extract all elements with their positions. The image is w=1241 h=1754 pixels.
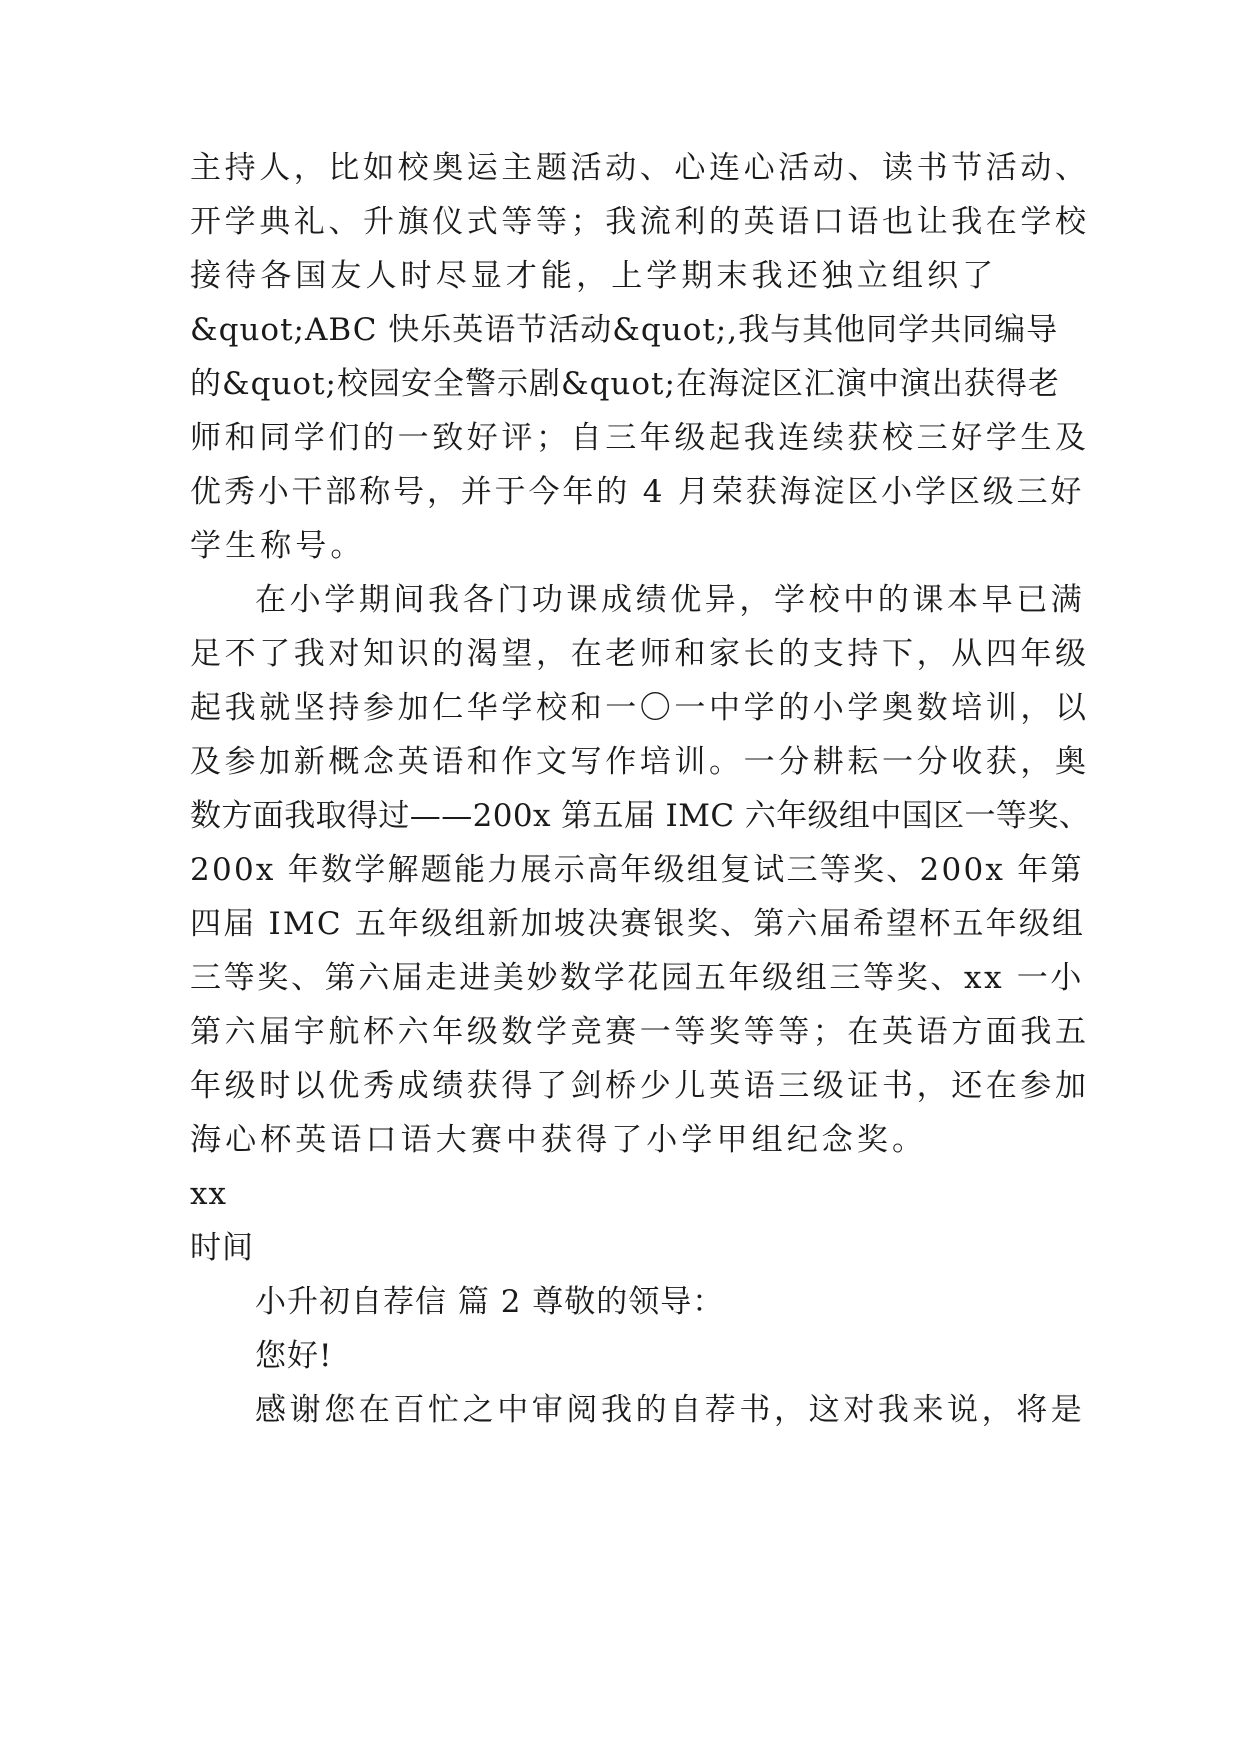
- paragraph-line: 三等奖、第六届走进美妙数学花园五年级组三等奖、xx 一小: [190, 960, 1085, 996]
- paragraph-line: 学生称号。: [190, 528, 366, 564]
- paragraph-line: 及参加新概念英语和作文写作培训。一分耕耘一分收获，奥: [190, 744, 1090, 780]
- paragraph-line: 年级时以优秀成绩获得了剑桥少儿英语三级证书，还在参加: [190, 1068, 1090, 1104]
- paragraph-line: 优秀小干部称号，并于今年的 4 月荣获海淀区小学区级三好: [190, 474, 1085, 510]
- paragraph-line: 第六届宇航杯六年级数学竞赛一等奖等等；在英语方面我五: [190, 1014, 1090, 1050]
- paragraph-line: 200x 年数学解题能力展示高年级组复试三等奖、200x 年第: [190, 852, 1084, 888]
- paragraph-line: 四届 IMC 五年级组新加坡决赛银奖、第六届希望杯五年级组: [190, 906, 1086, 942]
- letter-greeting: 您好!: [255, 1338, 333, 1374]
- paragraph-line: 感谢您在百忙之中审阅我的自荐书，这对我来说，将是: [255, 1392, 1086, 1428]
- paragraph-line: 接待各国友人时尽显才能，上学期末我还独立组织了: [190, 258, 998, 294]
- signature-time: 时间: [190, 1230, 254, 1266]
- paragraph-line: 在小学期间我各门功课成绩优异，学校中的课本早已满: [255, 582, 1086, 618]
- paragraph-line: 起我就坚持参加仁华学校和一〇一中学的小学奥数培训，以: [190, 690, 1090, 726]
- letter-heading: 小升初自荐信 篇 2 尊敬的领导：: [255, 1284, 725, 1320]
- paragraph-line: 主持人，比如校奥运主题活动、心连心活动、读书节活动、: [190, 150, 1090, 186]
- paragraph-line: 海心杯英语口语大赛中获得了小学甲组纪念奖。: [190, 1122, 928, 1158]
- paragraph-line: 足不了我对知识的渴望，在老师和家长的支持下，从四年级: [190, 636, 1090, 672]
- paragraph-line: &quot;ABC 快乐英语节活动&quot;,我与其他同学共同编导: [190, 312, 1059, 348]
- signature-name: xx: [190, 1176, 227, 1212]
- paragraph-line: 的&quot;校园安全警示剧&quot;在海淀区汇演中演出获得老: [190, 366, 1060, 402]
- paragraph-line: 数方面我取得过——200x 第五届 IMC 六年级组中国区一等奖、: [190, 798, 1091, 834]
- paragraph-line: 开学典礼、升旗仪式等等；我流利的英语口语也让我在学校: [190, 204, 1090, 240]
- paragraph-line: 师和同学们的一致好评；自三年级起我连续获校三好学生及: [190, 420, 1090, 456]
